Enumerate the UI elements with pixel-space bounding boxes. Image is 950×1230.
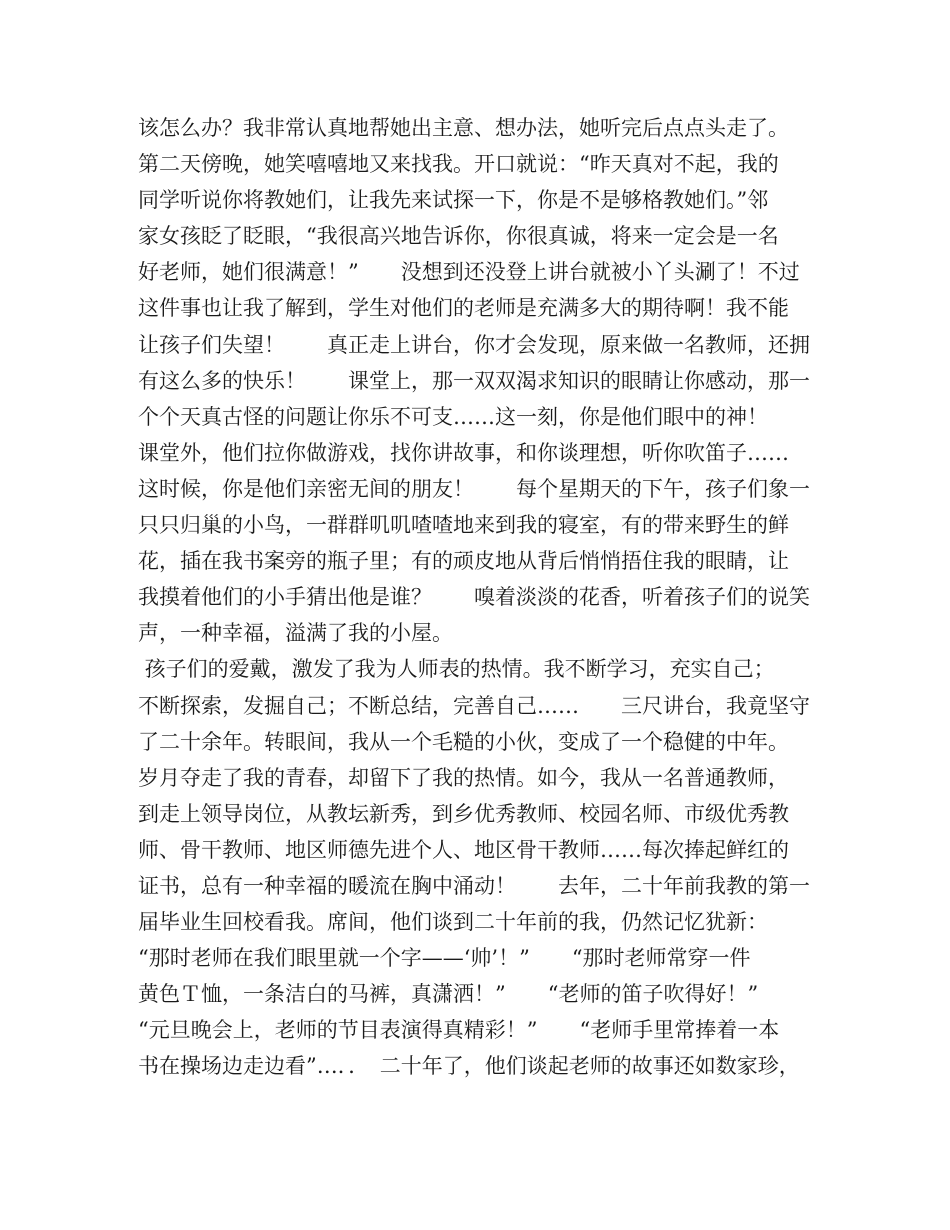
text-line: 书在操场边走边看”…．． 二十年了，他们谈起老师的故事还如数家珍，	[138, 1054, 800, 1079]
text-line: 让孩子们失望！ 真正走上讲台，你才会发现，原来做一名教师，还拥	[138, 332, 810, 357]
text-line: 证书，总有一种幸福的暖流在胸中涌动！ 去年，二十年前我教的第一	[138, 873, 810, 898]
text-line: 孩子们的爱戴，激发了我为人师表的热情。我不断学习，充实自己；	[138, 657, 775, 682]
text-line: 家女孩眨了眨眼，“我很高兴地告诉你，你很真诚，将来一定会是一名	[138, 224, 779, 249]
text-line: “那时老师在我们眼里就一个字——‘帅’！” “那时老师常穿一件	[138, 946, 751, 971]
text-line: 声，一种幸福，溢满了我的小屋。	[138, 621, 453, 646]
text-line: 师、骨干教师、地区师德先进个人、地区骨干教师……每次捧起鲜红的	[138, 837, 789, 862]
text-line: 同学听说你将教她们，让我先来试探一下，你是不是够格教她们。”邻	[138, 188, 769, 213]
text-line: 个个天真古怪的问题让你乐不可支……这一刻，你是他们眼中的神！	[138, 404, 768, 429]
text-line: 只只归巢的小鸟，一群群叽叽喳喳地来到我的寝室，有的带来野生的鲜	[138, 513, 789, 538]
text-line: 有这么多的快乐！ 课堂上，那一双双渴求知识的眼睛让你感动，那一	[138, 368, 810, 393]
text-line: 这时候，你是他们亲密无间的朋友！ 每个星期天的下午，孩子们象一	[138, 476, 810, 501]
text-line: 到走上领导岗位，从教坛新秀，到乡优秀教师、校园名师、市级优秀教	[138, 801, 789, 826]
text-line: 我摸着他们的小手猜出他是谁？ 嗅着淡淡的花香，听着孩子们的说笑	[138, 585, 810, 610]
text-line: 黄色Ｔ恤，一条洁白的马裤，真潇洒！” “老师的笛子吹得好！”	[138, 982, 759, 1007]
text-line: 不断探索，发掘自己；不断总结，完善自己…… 三尺讲台，我竟坚守	[138, 693, 810, 718]
body-text	[138, 110, 828, 1085]
text-line: “元旦晚会上，老师的节目表演得真精彩！” “老师手里常捧着一本	[138, 1018, 780, 1043]
text-line: 该怎么办？我非常认真地帮她出主意、想办法，她听完后点点头走了。	[138, 116, 789, 140]
text-line: 届毕业生回校看我。席间，他们谈到二十年前的我，仍然记忆犹新：	[138, 910, 768, 935]
text-line: 第二天傍晚，她笑嘻嘻地又来找我。开口就说：“昨天真对不起，我的	[138, 152, 779, 177]
text-line: 这件事也让我了解到，学生对他们的老师是充满多大的期待啊！我不能	[138, 296, 789, 321]
text-line: 花，插在我书案旁的瓶子里；有的顽皮地从背后悄悄捂住我的眼睛，让	[138, 549, 789, 574]
text-line: 好老师，她们很满意！” 没想到还没登上讲台就被小丫头涮了！不过	[138, 260, 800, 285]
text-line: 了二十余年。转眼间，我从一个毛糙的小伙，变成了一个稳健的中年。	[138, 729, 789, 754]
text-line: 课堂外，他们拉你做游戏，找你讲故事，和你谈理想，听你吹笛子……	[138, 440, 789, 465]
text-line: 岁月夺走了我的青春，却留下了我的热情。如今，我从一名普通教师，	[138, 765, 789, 790]
